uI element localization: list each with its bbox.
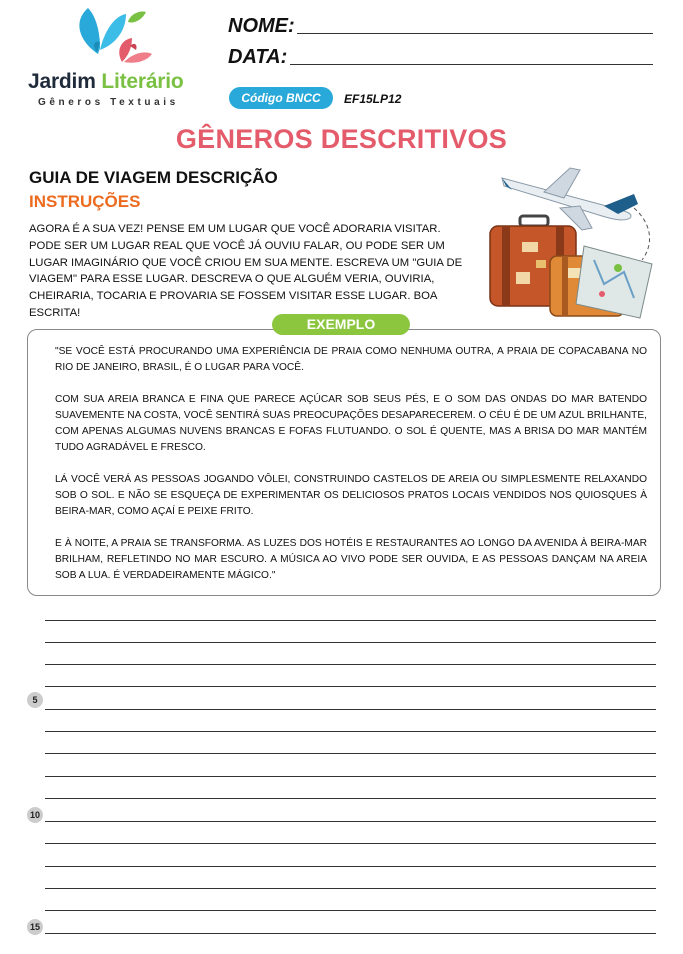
nome-input-line[interactable] bbox=[297, 33, 653, 34]
butterfly-logo-icon bbox=[70, 2, 160, 70]
writing-line[interactable] bbox=[45, 888, 656, 889]
bncc-badge: Código BNCC bbox=[229, 87, 333, 109]
open-suitcase-icon bbox=[550, 246, 652, 318]
page-title: GÊNEROS DESCRITIVOS bbox=[175, 124, 508, 154]
example-paragraph: "SE VOCÊ ESTÁ PROCURANDO UMA EXPERIÊNCIA DE PRAIA COMO NENHUMA OUTRA, A PRAIA DE COPACABANA NO RIO DE JANEIRO, BRASIL, É O LUGAR PARA VOCÊ. bbox=[55, 346, 647, 373]
line-number-badge: 15 bbox=[27, 919, 43, 935]
logo-title-word2: Literário bbox=[101, 70, 184, 93]
line-number-badge: 10 bbox=[27, 807, 43, 823]
writing-line[interactable] bbox=[45, 709, 656, 710]
activity-subtitle: GUIA DE VIAGEM DESCRIÇÃO bbox=[29, 168, 278, 187]
writing-line[interactable] bbox=[45, 642, 656, 643]
writing-line[interactable] bbox=[45, 821, 656, 822]
travel-illustration-icon bbox=[484, 164, 664, 324]
airplane-icon bbox=[502, 168, 638, 230]
data-label: DATA: bbox=[228, 46, 288, 68]
writing-line[interactable] bbox=[45, 933, 656, 934]
bncc-code: EF15LP12 bbox=[344, 92, 402, 106]
example-paragraph: COM SUA AREIA BRANCA E FINA QUE PARECE AÇÚCAR SOB SEUS PÉS, E O SOM DAS ONDAS DO MAR BATENDO SUAVEMENTE NA COSTA, VOCÊ SENTIRÁ SUAS PREOCUPAÇÕES DESAPARECEREM. O CÉU É DE UM AZUL BRILHANTE, COM APENAS ALGUMAS NUVENS BRANCAS E FOFAS FLUTUANDO. O SOL É QUENTE, MAS A BRISA DO MAR MANTÉM TUDO AGRADÁVEL E FRESCO. bbox=[55, 394, 647, 453]
writing-line[interactable] bbox=[45, 843, 656, 844]
data-input-line[interactable] bbox=[290, 64, 653, 65]
instructions-heading: INSTRUÇÕES bbox=[29, 192, 141, 211]
writing-line[interactable] bbox=[45, 910, 656, 911]
nome-label: NOME: bbox=[228, 15, 295, 37]
writing-line[interactable] bbox=[45, 620, 656, 621]
writing-line[interactable] bbox=[45, 686, 656, 687]
writing-line[interactable] bbox=[45, 664, 656, 665]
logo-subtitle: Gêneros Textuais bbox=[38, 97, 179, 108]
writing-line[interactable] bbox=[45, 776, 656, 777]
logo-title bbox=[28, 70, 184, 94]
example-label: EXEMPLO bbox=[272, 314, 410, 335]
instructions-text: AGORA É A SUA VEZ! PENSE EM UM LUGAR QUE VOCÊ ADORARIA VISITAR. PODE SER UM LUGAR REAL QUE VOCÊ JÁ OUVIU FALAR, OU PODE SER UM LUGAR IMAGINÁRIO QUE VOCÊ CRIOU EM SUA MENTE. ESCREVA UM "GUIA DE VIAGEM" PARA ESSE LUGAR. DESCREVA O QUE ALGUÉM VERIA, OUVIRIA, CHEIRARIA, TOCARIA E PROVARIA SE FOSSEM VISITAR ESSE LUGAR. BOA ESCRITA! bbox=[29, 223, 463, 319]
writing-line[interactable] bbox=[45, 798, 656, 799]
example-paragraph: E À NOITE, A PRAIA SE TRANSFORMA. AS LUZES DOS HOTÉIS E RESTAURANTES AO LONGO DA AVENIDA À BEIRA-MAR BRILHAM, REFLETINDO NO MAR ESCURO. A MÚSICA AO VIVO PODE SER OUVIDA, E AS PESSOAS DANÇAM NA AREIA SOB A LUA. É VERDADEIRAMENTE MÁGICO." bbox=[55, 538, 647, 581]
logo-title-word1: Jardim bbox=[28, 70, 96, 93]
writing-line[interactable] bbox=[45, 866, 656, 867]
writing-line[interactable] bbox=[45, 731, 656, 732]
example-paragraph: LÁ VOCÊ VERÁ AS PESSOAS JOGANDO VÔLEI, CONSTRUINDO CASTELOS DE AREIA OU SIMPLESMENTE RELAXANDO SOB O SOL. E NÃO SE ESQUEÇA DE EXPERIMENTAR OS DELICIOSOS PRATOS LOCAIS VENDIDOS NOS QUIOSQUES À BEIRA-MAR, COMO AÇAÍ E PEIXE FRITO. bbox=[55, 474, 647, 517]
line-number-badge: 5 bbox=[27, 692, 43, 708]
writing-line[interactable] bbox=[45, 753, 656, 754]
